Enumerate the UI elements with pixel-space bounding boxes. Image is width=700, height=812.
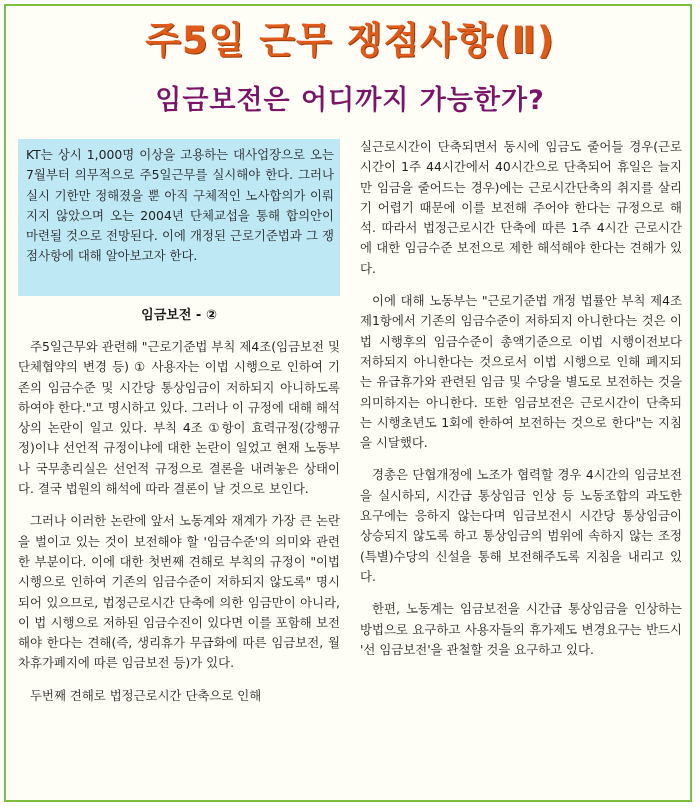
paragraph: 그러나 이러한 논란에 앞서 노동계와 재계가 가장 큰 논란을 벌이고 있는 것이 보전해야 할 '임금수준'의 의미와 관련한 부분이다. 이에 대한 첫번째 견해로 부칙의 규정이 "이법 시행으로 인하여 기존의 임금수준이 저하되지 않도록" 명시되어 있으므로, 법정근로시간 단축에 의한 임금만이 아니라, 이 법 시행으로 저하된 임금수진이 있다면 이를 포함해 보전해야 한다는 견해(즉, 생리휴가 무급화에 따른 임금보전, 월차휴가폐지에 따른 임금보전 등)가 있다. [18,513,340,671]
right-column [360,137,682,672]
paragraph: 한편, 노동계는 임금보전을 시간급 통상임금을 인상하는 방법으로 요구하고 사용자들의 휴가제도 변경요구는 반드시 '선 임금보전'을 관철할 것을 요구하고 있다. [360,601,682,657]
paragraph: 실근로시간이 단축되면서 동시에 임금도 줄어들 경우(근로시간이 1주 44시간에서 40시간으로 단축되어 휴일은 늘지만 임금을 줄어드는 경우)에는 근로시간단축의 취지를 살리기 어렵기 때문에 이를 보전해 주어야 한다는 규정으로 해석. 따라서 법정근로시간 단축에 따른 1주 4시간 근로시간에 대한 임금수준 보전으로 제한 해석해야 한다는 견해가 있다. [360,139,682,276]
section-heading: 임금보전 - ② [141,308,217,323]
intro-box: KT는 상시 1,000명 이상을 고용하는 대사업장으로 오는 7월부터 의무적으로 주5일근무를 실시해야 한다. 그러나 실시 기한만 정해졌을 뿐 아직 구체적인 노사합의가 이뤄지지 않았으며 오는 2004년 단체교섭을 통해 합의안이 마련될 것으로 전망된다. 이에 개정된 근로기준법과 그 쟁점사항에 대해 알아보고자 한다. [18,139,340,296]
paragraph: 이에 대해 노동부는 "근로기준법 개정 법률안 부칙 제4조 제1항에서 기존의 임금수준이 저하되지 아니한다는 것은 이 법 시행후의 임금수준이 총액기준으로 이법 시행이전보다 저하되지 아니한다는 것으로서 이법 시행으로 인해 폐지되는 유급휴가와 관련된 임금 및 수당을 별도로 보전하는 것을 의미하지는 아니한다. 또한 임금보전은 근로시간이 단축되는 시행초년도 1회에 한하여 보전하는 것으로 한다"는 지침을 시달했다. [360,293,682,451]
page-title: 주5일 근무 쟁점사항(Ⅱ) [145,19,555,62]
paragraph: 두번째 견해로 법정근로시간 단축으로 인해 [30,687,262,703]
page-subtitle: 임금보전은 어디까지 가능한가? [155,85,545,116]
paragraph: 주5일근무와 관련해 "근로기준법 부칙 제4조(임금보전 및 단체협약의 변경 등) ① 사용자는 이법 시행으로 인하여 기존의 임금수준 및 시간당 통상임금이 저하되지 아니하도록 하여야 한다."고 명시하고 있다. 그러나 이 규정에 대해 해석상의 논란이 일고 있다. 부칙 4조 ①항이 효력규정(강행규정)이냐 선언적 규정이냐에 대한 논란이 일었고 현재 노동부나 국무총리실은 선언적 규정으로 결론을 내려놓은 상태이다. 결국 법원의 해석에 따라 결론이 날 것으로 보인다. [18,339,340,497]
paragraph: 경총은 단협개정에 노조가 협력할 경우 4시간의 임금보전을 실시하되, 시간급 통상임금 인상 등 노동조합의 과도한 요구에는 응하지 않는다며 임금보전시 시간당 통상임금이 상승되지 않도록 하고 통상임금의 범위에 속하지 않는 조정(특별)수당의 신설을 통해 보전해주도록 지침을 내리고 있다. [360,467,682,584]
left-column [18,337,340,718]
